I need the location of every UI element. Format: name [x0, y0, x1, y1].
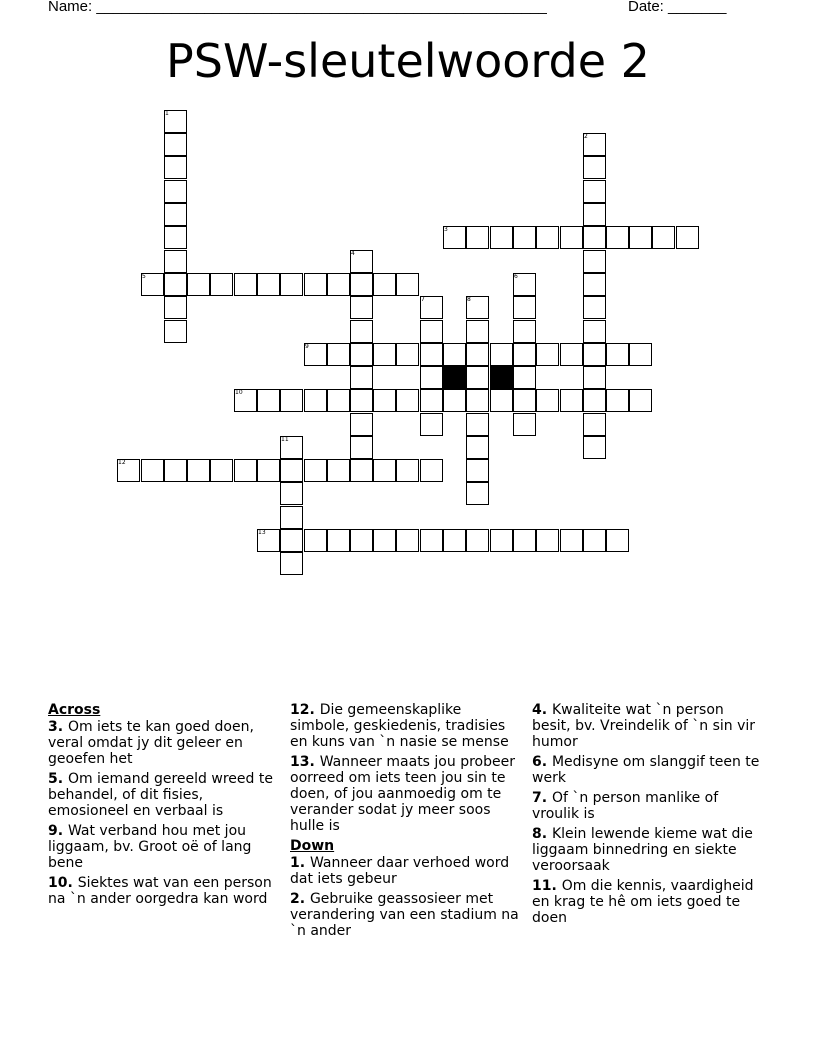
clue-text: Om iets te kan goed doen, veral omdat jy dit geleer en geoefen het [48, 719, 254, 767]
crossword-cell[interactable] [583, 273, 606, 296]
clue-text: Wanneer maats jou probeer oorreed om iets teen jou sin te doen, of jou aanmoedig om te verander sodat jy meer soos hulle is [290, 754, 515, 834]
crossword-cell[interactable] [280, 273, 303, 296]
crossword-cell[interactable] [629, 226, 652, 249]
clue-num: 1. [290, 855, 310, 871]
clue-number: 9 [305, 343, 309, 350]
clue-text: Gebruike geassosieer met verandering van een stadium na `n ander [290, 891, 519, 939]
crossword-cell[interactable] [280, 389, 303, 412]
clue-item [290, 702, 522, 750]
clue-text: Om die kennis, vaardigheid en krag te hê om iets goed te doen [532, 878, 754, 926]
crossword-cell[interactable] [396, 529, 419, 552]
clue-text: Klein lewende kieme wat die liggaam binnedring en siekte veroorsaak [532, 826, 753, 874]
crossword-cell[interactable] [373, 389, 396, 412]
crossword-cell[interactable] [350, 296, 373, 319]
crossword-cell[interactable] [164, 180, 187, 203]
clue-number: 11 [281, 436, 289, 443]
crossword-cell[interactable] [466, 413, 489, 436]
crossword-cell[interactable] [560, 389, 583, 412]
clue-number: 1 [165, 110, 169, 117]
clue-item [290, 891, 522, 939]
down-clue-list [290, 855, 522, 939]
crossword-cell[interactable] [420, 413, 443, 436]
crossword-cell[interactable] [583, 366, 606, 389]
crossword-cell[interactable] [536, 529, 559, 552]
clue-item [532, 754, 764, 786]
crossword-cell[interactable] [629, 389, 652, 412]
crossword-cell[interactable] [490, 389, 513, 412]
crossword-cell[interactable] [490, 343, 513, 366]
crossword-cell[interactable] [420, 389, 443, 412]
crossword-cell[interactable] [513, 413, 536, 436]
crossword-cell[interactable] [420, 320, 443, 343]
crossword-cell[interactable] [466, 482, 489, 505]
crossword-cell[interactable] [304, 529, 327, 552]
clue-number: 7 [421, 296, 425, 303]
crossword-cell[interactable] [280, 506, 303, 529]
crossword-cell[interactable] [327, 389, 350, 412]
clue-num: 13. [290, 754, 320, 770]
crossword-cell[interactable] [304, 389, 327, 412]
crossword-cell[interactable] [513, 226, 536, 249]
crossword-cell[interactable] [350, 413, 373, 436]
crossword-cell[interactable] [466, 366, 489, 389]
crossword-cell[interactable] [350, 273, 373, 296]
clue-num: 5. [48, 771, 68, 787]
crossword-cell[interactable] [466, 529, 489, 552]
crossword-cell[interactable] [396, 343, 419, 366]
crossword-cell[interactable] [490, 529, 513, 552]
crossword-block [490, 366, 513, 389]
crossword-cell[interactable] [164, 459, 187, 482]
clue-number: 5 [142, 273, 146, 280]
crossword-cell[interactable] [304, 459, 327, 482]
clue-num: 7. [532, 790, 552, 806]
crossword-cell[interactable] [234, 273, 257, 296]
crossword-cell[interactable] [443, 529, 466, 552]
crossword-cell[interactable] [350, 459, 373, 482]
crossword-cell[interactable] [420, 366, 443, 389]
crossword-cell[interactable] [257, 459, 280, 482]
crossword-cell[interactable] [164, 320, 187, 343]
crossword-cell[interactable] [606, 226, 629, 249]
crossword-cell[interactable] [396, 273, 419, 296]
date-field[interactable]: Date: _______ [628, 0, 727, 15]
clue-text: Wat verband hou met jou liggaam, bv. Groot oë of lang bene [48, 823, 252, 871]
clue-item [532, 826, 764, 874]
clue-item [532, 702, 764, 750]
crossword-cell[interactable] [466, 436, 489, 459]
crossword-cell[interactable] [327, 273, 350, 296]
crossword-cell[interactable] [490, 226, 513, 249]
crossword-cell[interactable] [327, 459, 350, 482]
clue-item [48, 875, 280, 907]
crossword-cell[interactable] [513, 389, 536, 412]
crossword-cell[interactable] [583, 413, 606, 436]
down-clue-list-cont [532, 702, 764, 926]
clue-text: Medisyne om slanggif teen te werk [532, 754, 760, 786]
clue-number: 4 [351, 250, 355, 257]
crossword-cell[interactable] [466, 343, 489, 366]
crossword-cell[interactable] [513, 296, 536, 319]
crossword-cell[interactable] [606, 343, 629, 366]
crossword-cell[interactable] [141, 459, 164, 482]
crossword-block [443, 366, 466, 389]
clue-number: 12 [118, 459, 126, 466]
crossword-cell[interactable] [280, 529, 303, 552]
crossword-cell[interactable] [443, 343, 466, 366]
crossword-cell[interactable] [164, 156, 187, 179]
crossword-cell[interactable] [373, 459, 396, 482]
crossword-cell[interactable] [583, 343, 606, 366]
crossword-cell[interactable] [373, 343, 396, 366]
crossword-cell[interactable] [350, 343, 373, 366]
crossword-cell[interactable] [373, 273, 396, 296]
clues-column-3 [532, 702, 764, 930]
crossword-cell[interactable] [560, 529, 583, 552]
crossword-cell[interactable] [513, 529, 536, 552]
clues-column-2 [290, 702, 522, 943]
crossword-cell[interactable] [420, 343, 443, 366]
crossword-cell[interactable] [583, 320, 606, 343]
clue-number: 6 [514, 273, 518, 280]
crossword-cell[interactable] [350, 320, 373, 343]
clue-item [532, 878, 764, 926]
crossword-cell[interactable] [629, 343, 652, 366]
clue-item [48, 771, 280, 819]
crossword-cell[interactable] [396, 389, 419, 412]
clues-column-1 [48, 702, 280, 911]
crossword-cell[interactable] [420, 529, 443, 552]
page-title: PSW-sleutelwoorde 2 [166, 34, 650, 88]
crossword-cell[interactable] [164, 273, 187, 296]
crossword-cell[interactable] [304, 273, 327, 296]
crossword-cell[interactable] [583, 226, 606, 249]
crossword-cell[interactable] [606, 529, 629, 552]
clue-num: 12. [290, 702, 320, 718]
crossword-cell[interactable] [350, 436, 373, 459]
crossword-cell[interactable] [164, 203, 187, 226]
crossword-cell[interactable] [466, 459, 489, 482]
crossword-cell[interactable] [280, 459, 303, 482]
clue-item [48, 823, 280, 871]
crossword-cell[interactable] [560, 343, 583, 366]
crossword-cell[interactable] [676, 226, 699, 249]
clue-num: 8. [532, 826, 552, 842]
crossword-cell[interactable] [583, 529, 606, 552]
clue-num: 4. [532, 702, 552, 718]
clue-number: 3 [444, 226, 448, 233]
crossword-cell[interactable] [350, 366, 373, 389]
crossword-cell[interactable] [327, 343, 350, 366]
crossword-cell[interactable] [583, 389, 606, 412]
crossword-cell[interactable] [210, 273, 233, 296]
clue-item [290, 754, 522, 834]
clue-num: 3. [48, 719, 68, 735]
crossword-cell[interactable] [583, 180, 606, 203]
crossword-cell[interactable] [466, 320, 489, 343]
crossword-cell[interactable] [187, 459, 210, 482]
crossword-cell[interactable] [257, 273, 280, 296]
across-clue-list [48, 719, 280, 907]
crossword-cell[interactable] [164, 133, 187, 156]
clue-item [48, 719, 280, 767]
crossword-cell[interactable] [396, 459, 419, 482]
crossword-cell[interactable] [164, 296, 187, 319]
clue-number: 10 [235, 389, 243, 396]
crossword-cell[interactable] [164, 250, 187, 273]
down-heading: Down [290, 838, 335, 854]
crossword-cell[interactable] [536, 226, 559, 249]
crossword-cell[interactable] [210, 459, 233, 482]
crossword-cell[interactable] [583, 156, 606, 179]
across-clue-list-cont [290, 702, 522, 834]
crossword-cell[interactable] [513, 320, 536, 343]
crossword-cell[interactable] [327, 529, 350, 552]
clue-text: Die gemeenskaplike simbole, geskiedenis, tradisies en kuns van `n nasie se mense [290, 702, 509, 750]
crossword-cell[interactable] [373, 529, 396, 552]
clue-number: 2 [584, 133, 588, 140]
crossword-cell[interactable] [606, 389, 629, 412]
clue-text: Kwaliteite wat `n person besit, bv. Vreindelik of `n sin vir humor [532, 702, 756, 750]
crossword-cell[interactable] [583, 203, 606, 226]
crossword-cell[interactable] [560, 226, 583, 249]
crossword-cell[interactable] [257, 389, 280, 412]
crossword-cell[interactable] [420, 459, 443, 482]
crossword-cell[interactable] [280, 552, 303, 575]
crossword-cell[interactable] [583, 250, 606, 273]
crossword-cell[interactable] [536, 343, 559, 366]
clue-num: 2. [290, 891, 310, 907]
clue-num: 10. [48, 875, 78, 891]
clue-item [290, 855, 522, 887]
crossword-cell[interactable] [350, 389, 373, 412]
crossword-cell[interactable] [443, 389, 466, 412]
clue-text: Of `n person manlike of vroulik is [532, 790, 719, 822]
crossword-cell[interactable] [350, 529, 373, 552]
crossword-cell[interactable] [536, 389, 559, 412]
clue-num: 6. [532, 754, 552, 770]
across-heading: Across [48, 702, 101, 718]
clue-item [532, 790, 764, 822]
crossword-cell[interactable] [513, 343, 536, 366]
crossword-cell[interactable] [583, 296, 606, 319]
clue-text: Om iemand gereeld wreed te behandel, of dit fisies, emosioneel en verbaal is [48, 771, 273, 819]
crossword-cell[interactable] [652, 226, 675, 249]
name-field[interactable]: Name: ______________________________________________________ [48, 0, 547, 15]
clue-text: Siektes wat van een person na `n ander oorgedra kan word [48, 875, 272, 907]
crossword-cell[interactable] [234, 459, 257, 482]
crossword-cell[interactable] [164, 226, 187, 249]
crossword-cell[interactable] [466, 226, 489, 249]
crossword-cell[interactable] [187, 273, 210, 296]
clue-num: 11. [532, 878, 562, 894]
clue-number: 13 [258, 529, 266, 536]
clue-number: 8 [467, 296, 471, 303]
crossword-cell[interactable] [466, 389, 489, 412]
crossword-cell[interactable] [583, 436, 606, 459]
clue-text: Wanneer daar verhoed word dat iets gebeur [290, 855, 510, 887]
crossword-cell[interactable] [513, 366, 536, 389]
crossword-cell[interactable] [280, 482, 303, 505]
clue-num: 9. [48, 823, 68, 839]
